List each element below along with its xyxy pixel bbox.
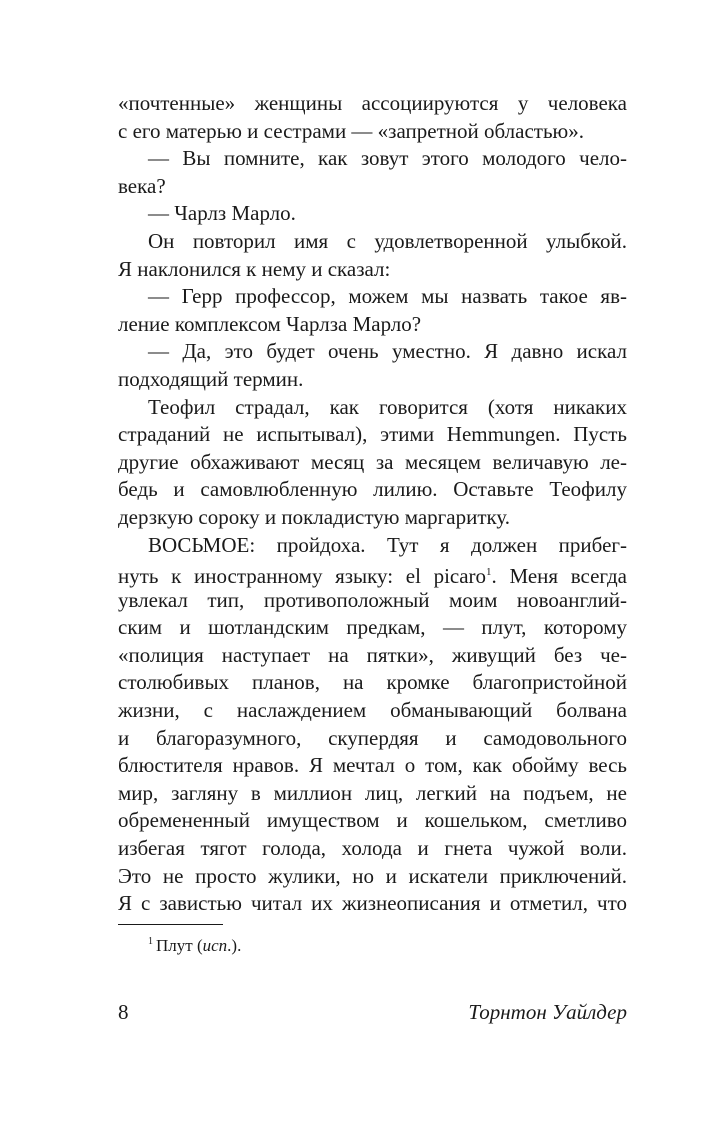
footnote-text: .). [227, 936, 242, 955]
footnote-text-italic: исп [202, 936, 228, 955]
text-line: жизни, с наслаждением обманывающий болвана [118, 698, 627, 723]
text-segment: . Меня всегда [491, 564, 627, 589]
text-line: с его матерью и сестрами — «запретной областью». [118, 118, 584, 143]
text-line: «полиция наступает на пятки», живущий без че- [118, 642, 627, 667]
footnote-text: Плут ( [156, 936, 203, 955]
text-line: ление комплексом Чарлза Марло? [118, 311, 422, 336]
text-line: блюстителя нравов. Я мечтал о том, как обойму весь [118, 753, 627, 778]
text-segment: нуть к иностранному языку: el picaro [118, 564, 487, 589]
footnote-reference: 1 [486, 566, 492, 579]
text-line: избегая тягот голода, холода и гнета чужой воли. [118, 836, 627, 861]
text-line: увлекал тип, противоположный моим новоанглий- [118, 587, 627, 612]
footnote-mark: 1 [148, 936, 153, 947]
text-line: Он повторил имя с удовлетворенной улыбкой. [148, 228, 627, 253]
text-line: обремененный имуществом и кошельком, сметливо [118, 808, 627, 833]
text-line: Я наклонился к нему и сказал: [118, 256, 391, 281]
text-line: Это не просто жулики, но и искатели приключений. [118, 863, 627, 888]
running-author: Торнтон Уайлдер [468, 1000, 627, 1024]
body-text [118, 90, 627, 918]
text-line: — Герр профессор, можем мы назвать такое яв- [148, 284, 627, 309]
text-line: бедь и самовлюбленную лилию. Оставьте Теофилу [118, 477, 627, 502]
text-line: — Да, это будет очень уместно. Я давно искал [148, 339, 627, 364]
text-line: другие обхаживают месяц за месяцем величавую ле- [118, 449, 627, 474]
page-number: 8 [118, 1000, 129, 1024]
text-line: — Вы помните, как зовут этого молодого чело- [148, 146, 627, 171]
text-line: столюбивых планов, на кромке благопристойной [118, 670, 627, 695]
text-line: — Чарлз Марло. [148, 201, 296, 226]
text-line: «почтенные» женщины ассоциируются у человека [118, 91, 627, 115]
text-line: и благоразумного, скупердяя и самодовольного [118, 725, 627, 750]
text-line: века? [118, 173, 166, 198]
footnote-divider [118, 924, 223, 925]
text-line: ским и шотландским предкам, — плут, которому [118, 615, 627, 640]
text-line: ВОСЬМОЕ: пройдоха. Тут я должен прибег- [148, 532, 627, 557]
text-line: страданий не испытывал), этими Hemmungen. Пусть [118, 422, 627, 447]
text-line: дерзкую сороку и покладистую маргаритку. [118, 504, 511, 529]
text-line: подходящий термин. [118, 366, 304, 391]
text-line-with-footnote-ref [118, 559, 627, 587]
text-line: Я с завистью читал их жизнеописания и отметил, что [118, 891, 627, 916]
footnote [148, 931, 241, 957]
text-line: мир, загляну в миллион лиц, легкий на подъем, не [118, 780, 627, 805]
text-line: Теофил страдал, как говорится (хотя никаких [148, 394, 627, 419]
